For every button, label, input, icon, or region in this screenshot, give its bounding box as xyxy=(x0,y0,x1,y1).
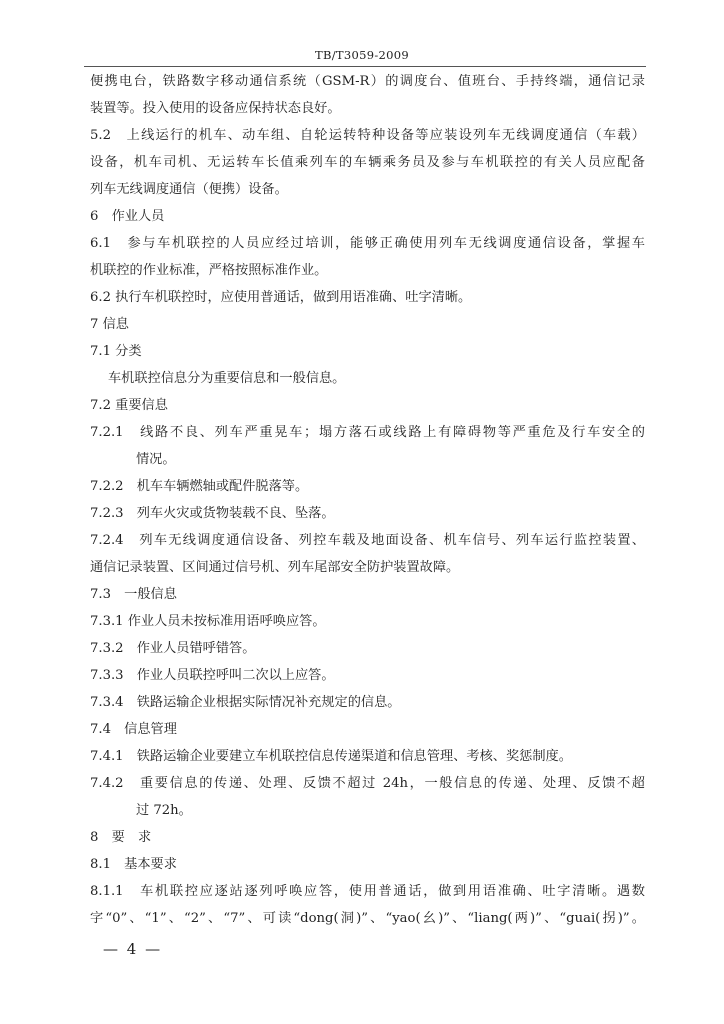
section-heading: 6 作业人员 xyxy=(90,209,165,224)
text-line: 7.3.3 作业人员联控呼叫二次以上应答。 xyxy=(90,668,335,683)
text-line: 设备，机车司机、无运转车长值乘列车的车辆乘务员及参与车机联控的有关人员应配备 xyxy=(90,155,645,170)
text-line: 7.4.2 重要信息的传递、处理、反馈不超过 24h，一般信息的传递、处理、反馈不超 xyxy=(90,776,645,791)
text-line: 7.3.2 作业人员错呼错答。 xyxy=(90,641,256,656)
text-line: 装置等。投入使用的设备应保持状态良好。 xyxy=(90,101,341,116)
text-line: 情况。 xyxy=(136,452,176,467)
document-body xyxy=(90,68,645,932)
text-line: 便携电台，铁路数字移动通信系统（GSM-R）的调度台、值班台、手持终端，通信记录 xyxy=(90,74,645,89)
text-line: 过 72h。 xyxy=(136,803,192,818)
text-line: 7.3.1 作业人员未按标准用语呼唤应答。 xyxy=(90,614,326,629)
page-number: — 4 — xyxy=(103,940,163,958)
document-header: TB/T3059-2009 xyxy=(315,48,409,62)
text-line: 5.2 上线运行的机车、动车组、自轮运转特种设备等应装设列车无线调度通信（车载） xyxy=(90,128,645,143)
header-divider xyxy=(84,66,646,67)
text-line: 6.1 参与车机联控的人员应经过培训，能够正确使用列车无线调度通信设备，掌握车 xyxy=(90,236,645,251)
section-heading: 7 信息 xyxy=(90,317,129,332)
text-line: 7.2.3 列车火灾或货物装载不良、坠落。 xyxy=(90,506,335,521)
section-heading: 8 要 求 xyxy=(90,830,152,845)
text-line: 机联控的作业标准，严格按照标准作业。 xyxy=(90,263,328,278)
subsection-heading: 7.4 信息管理 xyxy=(90,722,177,737)
text-line: 8.1.1 车机联控应逐站逐列呼唤应答，使用普通话，做到用语准确、吐字清晰。遇数 xyxy=(90,884,645,899)
text-line: 字“0”、“1”、“2”、“7”、可读“dong(洞)”、“yao(幺)”、“liang(两)”、“guai(拐)”。 xyxy=(90,911,645,926)
text-line: 车机联控信息分为重要信息和一般信息。 xyxy=(108,371,346,386)
text-line: 7.4.1 铁路运输企业要建立车机联控信息传递渠道和信息管理、考核、奖惩制度。 xyxy=(90,749,572,764)
text-line: 通信记录装置、区间通过信号机、列车尾部安全防护装置故障。 xyxy=(90,560,460,575)
text-line: 7.2.2 机车车辆燃轴或配件脱落等。 xyxy=(90,479,309,494)
text-line: 7.2.1 线路不良、列车严重晃车；塌方落石或线路上有障碍物等严重危及行车安全的 xyxy=(90,425,645,440)
subsection-heading: 7.2 重要信息 xyxy=(90,398,168,413)
text-line: 7.2.4 列车无线调度通信设备、列控车载及地面设备、机车信号、列车运行监控装置、 xyxy=(90,533,645,548)
subsection-heading: 7.1 分类 xyxy=(90,344,142,359)
text-line: 7.3.4 铁路运输企业根据实际情况补充规定的信息。 xyxy=(90,695,401,710)
text-line: 列车无线调度通信（便携）设备。 xyxy=(90,182,288,197)
subsection-heading: 8.1 基本要求 xyxy=(90,857,177,872)
text-line: 6.2 执行车机联控时，应使用普通话，做到用语准确、吐字清晰。 xyxy=(90,290,472,305)
subsection-heading: 7.3 一般信息 xyxy=(90,587,177,602)
